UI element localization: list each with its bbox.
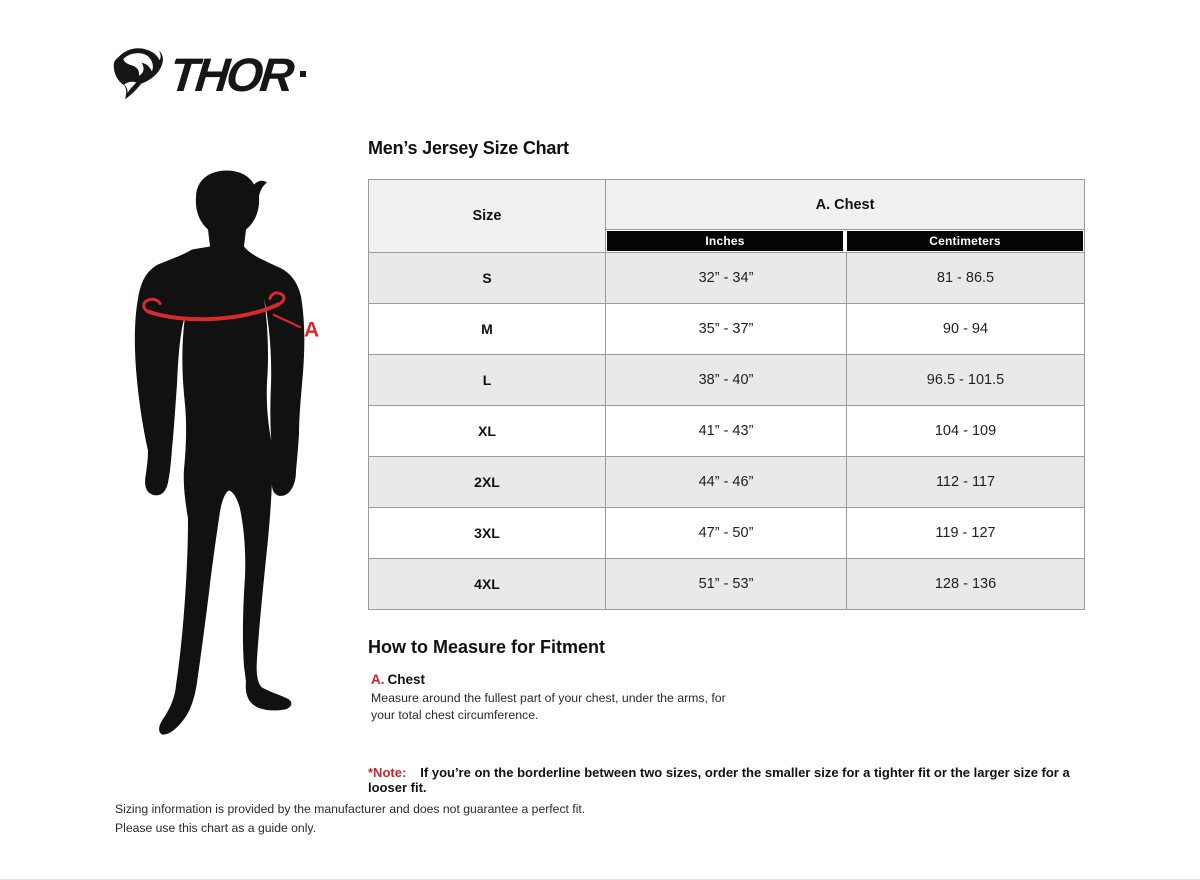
male-silhouette: [130, 168, 330, 768]
size-cell: 3XL: [369, 508, 606, 559]
measure-item-key: A.: [371, 672, 385, 687]
cm-cell: 96.5 - 101.5: [847, 355, 1085, 406]
measure-item-chest: [371, 672, 751, 723]
brand-name: THOR: [167, 47, 294, 101]
size-cell: XL: [369, 406, 606, 457]
disclaimer-line-1: Sizing information is provided by the manufacturer and does not guarantee a perfect fit.: [115, 802, 586, 816]
cm-cell: 104 - 109: [847, 406, 1085, 457]
size-cell: 2XL: [369, 457, 606, 508]
manufacturer-disclaimer: [115, 800, 585, 838]
table-row: [369, 508, 1085, 559]
size-cell: L: [369, 355, 606, 406]
column-header-size: Size: [369, 180, 606, 253]
brand-logo-dot: [300, 71, 306, 77]
size-cell: M: [369, 304, 606, 355]
table-row: [369, 253, 1085, 304]
inches-cell: 44” - 46”: [606, 457, 847, 508]
size-cell: S: [369, 253, 606, 304]
disclaimer-line-2: Please use this chart as a guide only.: [115, 821, 316, 835]
size-chart-table: [368, 179, 1085, 610]
table-row: [369, 304, 1085, 355]
table-row: [369, 406, 1085, 457]
inches-cell: 32” - 34”: [606, 253, 847, 304]
cm-cell: 81 - 86.5: [847, 253, 1085, 304]
column-header-chest: A. Chest: [606, 180, 1085, 230]
brand-logo: [112, 42, 306, 106]
unit-header-centimeters: Centimeters: [847, 231, 1083, 251]
inches-cell: 38” - 40”: [606, 355, 847, 406]
cm-cell: 90 - 94: [847, 304, 1085, 355]
sizing-note: [368, 765, 1084, 795]
note-label: *Note:: [368, 765, 407, 780]
size-cell: 4XL: [369, 559, 606, 610]
table-row: [369, 355, 1085, 406]
table-row: [369, 559, 1085, 610]
inches-cell: 41” - 43”: [606, 406, 847, 457]
inches-cell: 35” - 37”: [606, 304, 847, 355]
note-text: If you’re on the borderline between two sizes, order the smaller size for a tighter fit or the larger size for a looser fit.: [368, 765, 1070, 795]
unit-header-inches: Inches: [607, 231, 843, 251]
thor-ram-icon: [112, 42, 164, 106]
cm-cell: 112 - 117: [847, 457, 1085, 508]
cm-cell: 119 - 127: [847, 508, 1085, 559]
measure-section-title: How to Measure for Fitment: [368, 637, 606, 657]
measure-item-description: Measure around the fullest part of your chest, under the arms, for your total chest circumference.: [371, 691, 726, 722]
size-chart-title: Men’s Jersey Size Chart: [368, 138, 569, 158]
chest-marker-label: A: [304, 318, 320, 342]
unit-header-row: [606, 230, 1085, 253]
inches-cell: 51” - 53”: [606, 559, 847, 610]
table-row: [369, 457, 1085, 508]
cm-cell: 128 - 136: [847, 559, 1085, 610]
fit-measurement-figure: [130, 168, 330, 768]
inches-cell: 47” - 50”: [606, 508, 847, 559]
measure-item-label: Chest: [387, 672, 426, 687]
